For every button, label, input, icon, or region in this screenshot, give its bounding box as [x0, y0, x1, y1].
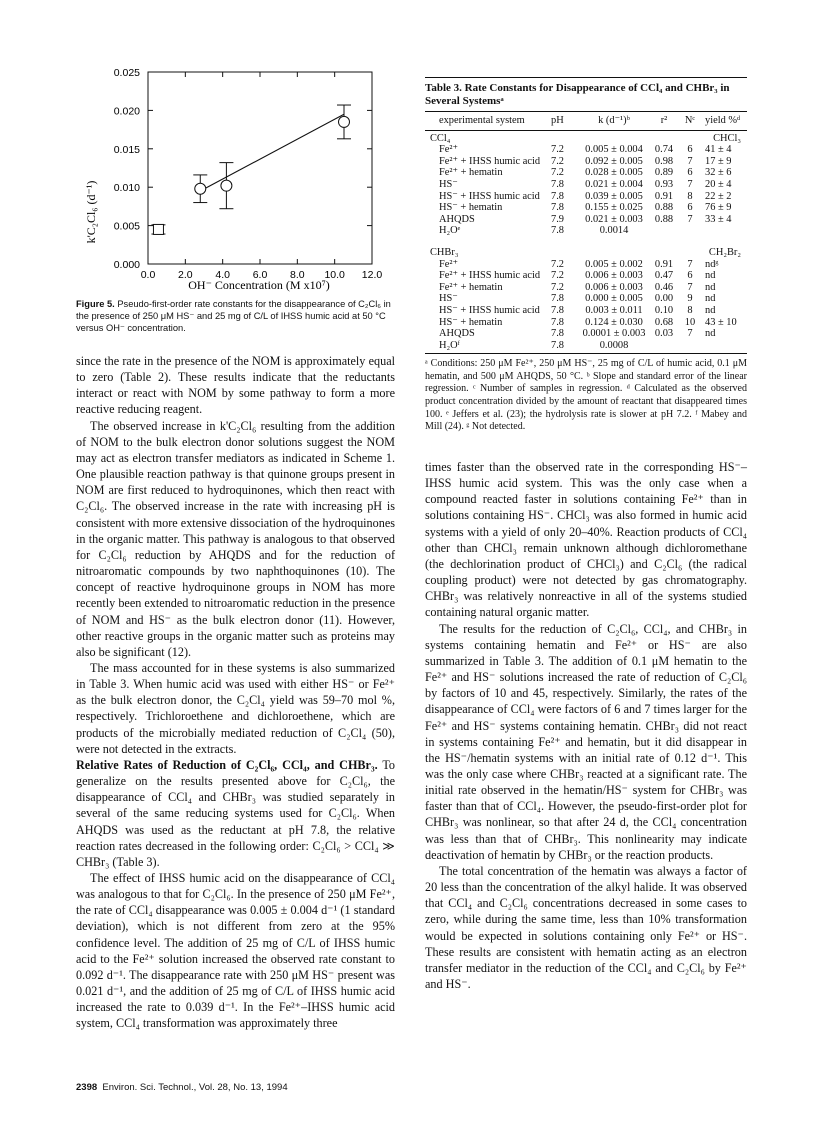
table-cell: 8 [687, 190, 693, 202]
table-cell: AHQDS [439, 328, 475, 340]
table-cell: 7.8 [551, 293, 564, 305]
table-cell: 0.003 ± 0.011 [585, 304, 643, 316]
y-tick-label: 0.015 [113, 143, 140, 156]
x-tick-label: 10.0 [324, 269, 345, 281]
table-cell: 32 ± 6 [705, 167, 732, 179]
table-header-cell: r² [660, 115, 668, 126]
table-cell [649, 225, 679, 237]
table-cell: HS⁻ + hematin [439, 316, 503, 328]
table-section [425, 245, 747, 351]
table-cell: nd [705, 293, 716, 305]
table-cell [679, 225, 701, 237]
x-tick-label: 12.0 [361, 269, 383, 281]
page-number: 2398 [76, 1082, 98, 1093]
y-axis-label: k'C₂Cl₆ (d⁻¹) [84, 180, 98, 244]
table-row [425, 305, 747, 317]
table-cell: 0.88 [654, 213, 674, 225]
x-tick-label: 4.0 [215, 269, 230, 281]
data-point-circle [339, 116, 350, 127]
table-cell: 6 [687, 167, 693, 179]
table-cell: nd [705, 281, 716, 293]
table-cell: 7.2 [551, 270, 564, 282]
page-footer [76, 1082, 288, 1093]
table-cell: 0.006 ± 0.003 [585, 281, 643, 293]
table-cell: 7 [687, 258, 693, 270]
table-product: CHCl₃ [713, 132, 741, 144]
paragraph: The effect of IHSS humic acid on the disappearance of CCl₄ was analogous to that for C₂Cl₆. In the presence of 250 μM Fe²⁺, the rate of CCl₄ disappearance was 0.005 ± 0.004 d⁻¹ (1 standard deviation), which is not different from zero at the 95% confidence level. The addition of 25 mg of C/L of IHSS humic acid to the Fe²⁺ solution increased the observed rate constant to 0.092 d⁻¹. The disappearance rate with 250 μM HS⁻ present was 0.021 d⁻¹, and the addition of 25 mg of C/L of IHSS humic acid increased the rate to 0.039 d⁻¹. In the Fe²⁺–IHSS humic acid system, CCl₄ transformation was approximately three [76, 871, 395, 1031]
figure-caption-label: Figure 5. [76, 299, 115, 309]
table-cell: Fe²⁺ [439, 144, 458, 156]
table-cell: 7 [687, 328, 693, 340]
table-cell: 0.006 ± 0.003 [585, 270, 643, 282]
paragraph-text: To generalize on the results presented above for C₂Cl₆, the disappearance of CCl₄ and CHBr₃ was studied separately in several of the same reducing systems used for C₂Cl₆. When AHQDS was used as the reductant at pH 7.8, the relative reaction rates decreased in the following order: C₂Cl₆ > CCl₄ ≫ CHBr₃ (Table 3). [76, 757, 396, 869]
table-group-row [425, 133, 747, 145]
table-cell: 17 ± 9 [705, 155, 732, 167]
left-text-column [76, 353, 395, 1032]
table-cell: 6 [687, 270, 693, 282]
table-compound: CHBr₃ [430, 246, 459, 258]
table-cell: HS⁻ + IHSS humic acid [439, 190, 540, 202]
figure-5-chart [76, 60, 406, 296]
table-row [425, 191, 747, 203]
table-cell: 0.0001 ± 0.003 [582, 328, 646, 340]
table-cell: 0.03 [654, 328, 674, 340]
table-cell: 0.68 [654, 316, 674, 328]
table-row [425, 259, 747, 271]
table-cell: HS⁻ [439, 178, 458, 190]
y-tick-label: 0.000 [113, 259, 140, 271]
table-cell: H₂Oᶠ [439, 339, 460, 351]
table-cell: 8 [687, 304, 693, 316]
table-header-cell: k (d⁻¹)ᵇ [598, 115, 630, 126]
table-cell: 7 [687, 155, 693, 167]
table-3 [425, 77, 747, 434]
table-cell: 0.00 [654, 293, 674, 305]
regression-line [200, 114, 344, 191]
table-cell: 22 ± 2 [705, 190, 732, 202]
table-cell: 41 ± 4 [705, 144, 732, 156]
table-row [425, 270, 747, 282]
table-cell: 0.155 ± 0.025 [585, 202, 643, 214]
y-tick-label: 0.005 [113, 220, 140, 233]
table-cell: 7.2 [551, 155, 564, 167]
table-cell: 7.8 [551, 328, 564, 340]
plot-frame [148, 72, 372, 264]
figure-caption-text: Pseudo-first-order rate constants for the disappearance of C₂Cl₆ in the presence of 250 μM HS⁻ and 25 mg of C/L of IHSS humic acid at 50 °C versus OH⁻ concentration. [76, 299, 391, 333]
table-cell: 0.46 [654, 281, 674, 293]
table-cell: 0.93 [654, 178, 674, 190]
table-cell: 7 [687, 178, 693, 190]
table-footnote: ᵃ Conditions: 250 μM Fe²⁺, 250 μM HS⁻, 25 mg of C/L of humic acid, 0.1 μM hematin, and 500 μM AHQDS, 50 °C. ᵇ Slope and standard error of the linear regression. ᶜ Number of samples in regression. ᵈ Calculated as the observed product concentration divided by the amount of reactant that disappeared times 100. ᵉ Jeffers et al. (23); the hydrolysis rate is slower at pH 7.2. ᶠ Mabey and Mill (24). ᵍ Not detected. [425, 358, 747, 433]
data-point-circle [221, 180, 232, 191]
table-header-cell: experimental system [439, 115, 525, 126]
x-tick-label: 6.0 [252, 269, 268, 281]
table-cell: nd [705, 328, 716, 340]
table-cell: 0.0014 [599, 225, 629, 237]
table-compound: CCl₄ [430, 132, 451, 144]
table-row [425, 293, 747, 305]
table-cell: 0.89 [654, 167, 674, 179]
table-cell: 9 [687, 293, 693, 305]
table-cell: ndᵍ [705, 258, 719, 270]
y-tick-label: 0.010 [113, 182, 140, 195]
table-row [425, 179, 747, 191]
table-row [425, 167, 747, 179]
table-cell: 0.028 ± 0.005 [585, 167, 643, 179]
table-cell: HS⁻ + hematin [439, 202, 503, 214]
data-point-square [153, 224, 163, 234]
paragraph: The results for the reduction of C₂Cl₆, CCl₄, and CHBr₃ in systems containing hematin and Fe²⁺ or HS⁻ are also summarized in Table 3. The addition of 0.1 μM hematin to the Fe²⁺ and HS⁻ solutions increased the rate of reduction of C₂Cl₆ by factors of 10 and 45, respectively. Similarly, the rates of the disappearance of CCl₄ were factors of 6 and 7 times larger for the Fe²⁺ and HS⁻ systems containing hematin. CHBr₃ did not react in systems containing Fe²⁺ and hematin, but it did disappear in the HS⁻/hematin systems with an initial rate of 0.12 d⁻¹. This was the only case where CHBr₃ reacted at a significant rate. The initial rate observed in the hematin/HS⁻ system for CHBr₃ was faster than that of CCl₄. However, the pseudo-first-order plot for CHBr₃ was nonlinear, so that after 24 d, the CCl₄ concentration was less than that of CHBr₃. This nonlinearity may indicate deactivation of hematin by CHBr₃ or the reaction products. [425, 621, 747, 862]
table-cell: 0.000 ± 0.005 [585, 293, 643, 305]
table-row [425, 282, 747, 294]
table-cell: 7.8 [551, 339, 564, 351]
table-section [425, 131, 747, 237]
table-row [425, 225, 747, 237]
table-product: CH₂Br₂ [708, 246, 741, 258]
table-cell: 0.092 ± 0.005 [585, 155, 643, 167]
table-cell: nd [705, 304, 716, 316]
table-row [425, 156, 747, 168]
table-header-row [425, 112, 747, 130]
table-group-row [425, 247, 747, 259]
table-cell: 33 ± 4 [705, 213, 732, 225]
table-body [425, 131, 747, 352]
table-cell [679, 340, 701, 352]
table-cell: Fe²⁺ [439, 258, 458, 270]
x-tick-label: 0.0 [140, 269, 156, 281]
paragraph: The total concentration of the hematin was always a factor of 20 less than the concentration of the alkyl halide. It was observed that CCl₄ and C₂Cl₆ concentrations decreased in some cases to zero, while during the same time, less than 10% transformation would be expected in solutions containing only Fe²⁺ or HS⁻. These results are consistent with hematin acting as an electron transfer mediator in the reduction of the CCl₄ and C₂Cl₆ by Fe²⁺ and HS⁻. [425, 863, 747, 991]
table-cell: 76 ± 9 [705, 202, 732, 214]
table-row [425, 340, 747, 352]
table-row [425, 328, 747, 340]
paragraph: The observed increase in k'C₂Cl₆ resulting from the addition of NOM to the bulk electron donor solutions suggest the NOM may act as electron transfer mediators as indicated in Scheme 1. One plausible reaction pathway is that quinone groups present in NOM are first reduced to hydroquinones, which then react with C₂Cl₆. The observed increase in the rate with increasing pH is consistent with more extensive dissociation of the hydroquinones in the organic matter. This pathway is analogous to that observed for C₂Cl₆ reduction by AHQDS and for the reduction of nitroaromatic compounds by two naphthoquinones (10). The concept of reactive hydroquinone groups in NOM has more recently been extended to nitroaromatic reduction in the presence of NOM and HS⁻ as the bulk electron donor (11). However, other reactive groups in the organic matter such as proteins may also be significant (12). [76, 418, 395, 659]
table-cell: 0.124 ± 0.030 [585, 316, 643, 328]
table-cell: 7.2 [551, 258, 564, 270]
table-cell: 0.005 ± 0.002 [585, 258, 643, 270]
table-cell: Fe²⁺ + hematin [439, 167, 503, 179]
table-cell: 20 ± 4 [705, 178, 732, 190]
table-row [425, 144, 747, 156]
table-cell: 10 [684, 316, 696, 328]
table-header-cell: yield %ᵈ [705, 115, 741, 126]
x-tick-label: 2.0 [178, 269, 193, 281]
table-cell: 7.2 [551, 167, 564, 179]
table-cell: 7 [687, 281, 693, 293]
table-cell: 0.74 [654, 144, 674, 156]
y-tick-label: 0.020 [113, 105, 140, 118]
table-header-cell: pH [551, 115, 564, 126]
table-row [425, 202, 747, 214]
data-point-circle [195, 183, 206, 194]
table-cell: HS⁻ [439, 293, 458, 305]
table-cell: nd [705, 270, 716, 282]
y-tick-label: 0.025 [113, 67, 140, 79]
table-cell: 6 [687, 202, 693, 214]
table-title: Table 3. Rate Constants for Disappearance of CCl₄ and CHBr₃ in Several Systemsᵃ [425, 82, 730, 107]
table-cell: 7.8 [551, 225, 564, 237]
x-tick-label: 8.0 [290, 269, 305, 281]
table-cell [649, 340, 679, 352]
table-cell: 6 [687, 144, 693, 156]
table-cell: 7.2 [551, 144, 564, 156]
table-row [425, 317, 747, 329]
table-cell [701, 225, 741, 237]
right-text-column [425, 459, 747, 992]
table-cell: HS⁻ + IHSS humic acid [439, 304, 540, 316]
table-cell: Fe²⁺ + hematin [439, 281, 503, 293]
table-cell: 0.021 ± 0.004 [585, 178, 643, 190]
table-cell [701, 340, 741, 352]
figure-caption [76, 298, 398, 334]
table-cell: H₂Oᵉ [439, 225, 461, 237]
section-heading: Relative Rates of Reduction of C₂Cl₆, CCl₄, and CHBr₃. [76, 757, 378, 772]
table-cell: 7.8 [551, 178, 564, 190]
x-axis-label: OH⁻ Concentration (M x10⁷) [188, 278, 330, 292]
table-cell: 0.10 [654, 304, 674, 316]
figure-5 [76, 60, 406, 340]
table-cell: AHQDS [439, 213, 475, 225]
table-cell: 7.8 [551, 190, 564, 202]
table-cell: 0.0008 [599, 339, 629, 351]
table-cell: 0.47 [654, 270, 674, 282]
table-cell: 0.91 [654, 258, 674, 270]
table-cell: 0.039 ± 0.005 [585, 190, 643, 202]
table-cell: 7.2 [551, 281, 564, 293]
table-header-cell: Nᶜ [684, 115, 696, 126]
table-cell: 0.98 [654, 155, 674, 167]
paragraph: since the rate in the presence of the NOM is approximately equal to zero (Table 2). These results indicate that the reductants interact or react with NOM by some pathway to form a more reactive reducing reagent. [76, 354, 395, 417]
table-row [425, 214, 747, 226]
table-cell: 0.005 ± 0.004 [585, 144, 643, 156]
table-cell: 0.91 [654, 190, 674, 202]
table-cell: 7.8 [551, 202, 564, 214]
table-cell: 0.021 ± 0.003 [585, 213, 643, 225]
paragraph: times faster than the observed rate in the corresponding HS⁻–IHSS humic acid system. This was the only case when a compound reacted faster in solutions containing Fe²⁺ than in solutions containing HS⁻. CHCl₃ was also formed in humic acid systems with a yield of only 20–40%. Reaction products of CCl₄ other than CHCl₃ remain unknown although dichloromethane (the dechlorination product of CHCl₃) and C₂Cl₆ (the radical coupling product) were not detected by gas chromatography. CHBr₃ was relatively nonreactive in all of the systems studied containing natural organic matter. [425, 460, 747, 620]
table-cell: 7.8 [551, 316, 564, 328]
table-cell: Fe²⁺ + IHSS humic acid [439, 155, 541, 167]
journal-citation: Environ. Sci. Technol., Vol. 28, No. 13, 1994 [102, 1082, 288, 1093]
table-cell: 0.88 [654, 202, 674, 214]
table-cell: 7 [687, 213, 693, 225]
table-cell: 43 ± 10 [705, 316, 737, 328]
table-cell: Fe²⁺ + IHSS humic acid [439, 270, 541, 282]
table-cell: 7.8 [551, 304, 564, 316]
paragraph: The mass accounted for in these systems is also summarized in Table 3. When humic acid was used with either HS⁻ or Fe²⁺ as the bulk electron donor, the C₂Cl₄ yield was 59–70 mol %, respectively. Trichloroethene and dichloroethene, which are products of the microbially mediated reduction of C₂Cl₄ (50), were not detected in the extracts. [76, 660, 395, 756]
table-cell: 7.9 [551, 213, 564, 225]
